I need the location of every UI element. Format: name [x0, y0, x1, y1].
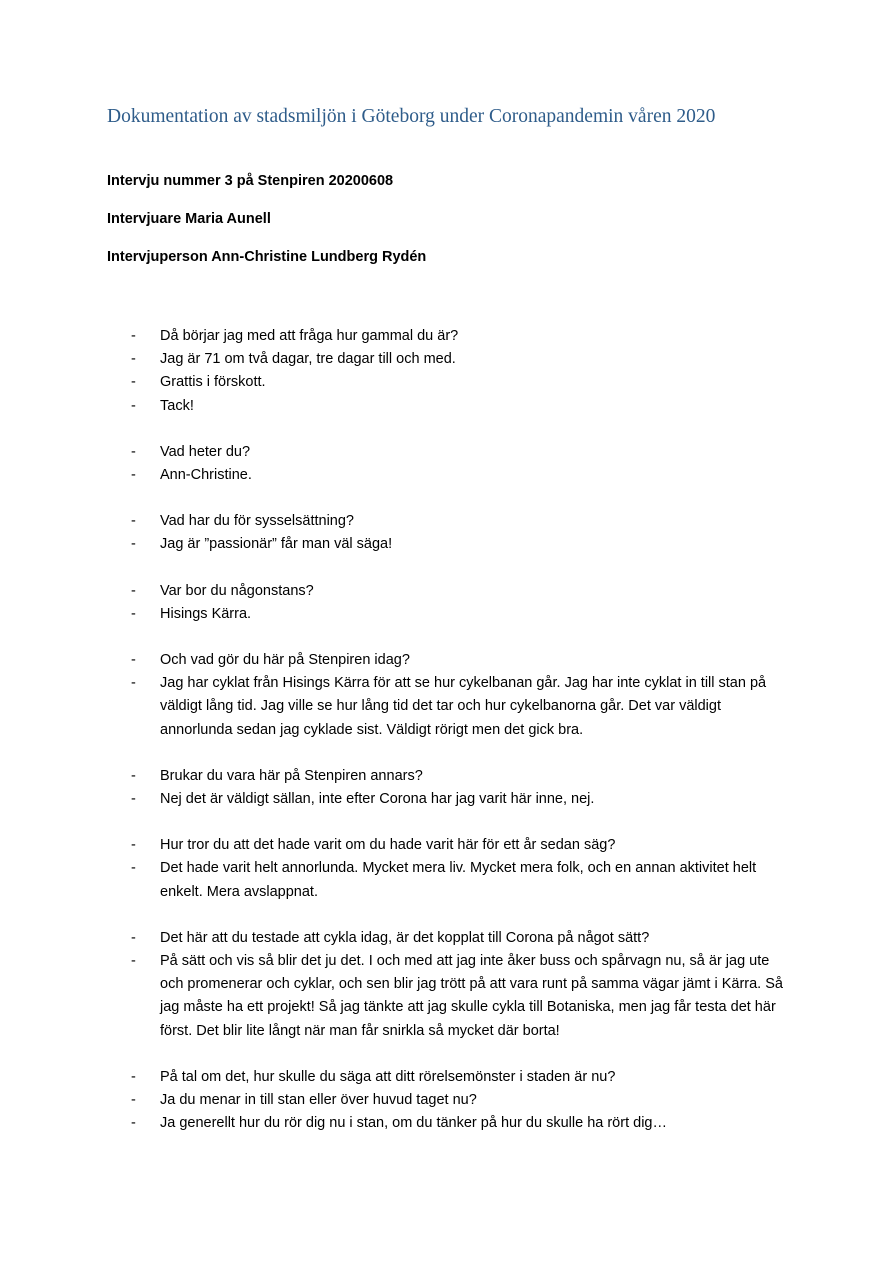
dialogue-group — [0, 325, 892, 418]
dash-marker: - — [131, 652, 136, 669]
dialogue-text: Tack! — [160, 397, 194, 414]
dialogue-line — [0, 927, 790, 950]
dialogue-line — [0, 580, 790, 603]
dialogue-text: Ann-Christine. — [160, 467, 252, 484]
dialogue-text: Då börjar jag med att fråga hur gammal du är? — [160, 328, 459, 344]
dialogue-line — [0, 672, 790, 742]
dialogue-text: Jag är 71 om två dagar, tre dagar till och med. — [160, 351, 456, 368]
dialogue-text: Nej det är väldigt sällan, inte efter Corona har jag varit här inne, nej. — [160, 791, 595, 808]
dialogue-line — [0, 857, 790, 903]
dialogue-text: Vad har du för sysselsättning? — [160, 513, 354, 530]
dialogue-line — [0, 510, 790, 533]
interview-dialogue — [0, 325, 892, 1158]
dash-marker: - — [131, 513, 136, 530]
dialogue-line — [0, 603, 790, 626]
dialogue-text: Jag är ”passionär” får man väl säga! — [160, 536, 393, 553]
dash-marker: - — [131, 929, 136, 946]
dialogue-text: Ja generellt hur du rör dig nu i stan, om du tänker på hur du skulle ha rört dig… — [160, 1115, 667, 1132]
dialogue-line — [0, 1089, 790, 1112]
dialogue-text: På sätt och vis så blir det ju det. I och med att jag inte åker buss och spårvagn nu, så är jag ute och promenerar och cyklar, och sen blir jag trött på att vara runt på samma vägar jämt i Kärra. Så jag måste ha ett projekt! Så jag tänkte att jag skulle cykla till Botaniska, men jag får testa det här först. Det blir lite långt när man får snirkla så mycket där borta! — [160, 953, 783, 1039]
dash-marker: - — [131, 536, 136, 553]
dialogue-text: Det här att du testade att cykla idag, är det kopplat till Corona på något sätt? — [160, 929, 650, 946]
dash-marker: - — [131, 443, 136, 460]
dash-marker: - — [131, 953, 136, 970]
dash-marker: - — [131, 767, 136, 784]
dialogue-group — [0, 580, 892, 626]
dialogue-text: Vad heter du? — [160, 443, 251, 460]
dash-marker: - — [131, 837, 136, 854]
dialogue-text: Var bor du någonstans? — [160, 582, 314, 599]
dash-marker: - — [131, 1115, 136, 1132]
dialogue-group — [0, 1066, 892, 1136]
dialogue-line — [0, 441, 790, 464]
dialogue-group — [0, 649, 892, 742]
dash-marker: - — [131, 605, 136, 622]
dash-marker: - — [131, 328, 136, 344]
dialogue-line — [0, 950, 790, 1043]
dialogue-text: Ja du menar in till stan eller över huvud taget nu? — [160, 1092, 477, 1109]
dialogue-text: Jag har cyklat från Hisings Kärra för att se hur cykelbanan går. Jag har inte cyklat in till stan på väldigt lång tid. Jag ville se hur lång tid det tar och hur cykelbanorna går. Det var väldigt annorlunda sedan jag cyklade sist. Väldigt rörigt men det gick bra. — [160, 675, 767, 738]
dialogue-line — [0, 765, 790, 788]
document-title: Dokumentation av stadsmiljön i Göteborg under Coronapandemin våren 2020 — [107, 106, 716, 127]
dialogue-line — [0, 325, 790, 348]
dialogue-line — [0, 1066, 790, 1089]
dialogue-line — [0, 371, 790, 394]
dialogue-line — [0, 533, 790, 556]
dialogue-text: Brukar du vara här på Stenpiren annars? — [160, 767, 423, 784]
dialogue-line — [0, 649, 790, 672]
dialogue-line — [0, 834, 790, 857]
dialogue-group — [0, 765, 892, 811]
dash-marker: - — [131, 675, 136, 692]
interviewer: Intervjuare Maria Aunell — [107, 211, 271, 227]
dash-marker: - — [131, 582, 136, 599]
interview-number: Intervju nummer 3 på Stenpiren 20200608 — [107, 173, 394, 189]
dash-marker: - — [131, 374, 136, 391]
dialogue-text: Grattis i förskott. — [160, 374, 266, 391]
dialogue-line — [0, 348, 790, 371]
dialogue-text: Det hade varit helt annorlunda. Mycket mera liv. Mycket mera folk, och en annan aktivitet helt enkelt. Mera avslappnat. — [160, 860, 757, 900]
dash-marker: - — [131, 1068, 136, 1085]
dash-marker: - — [131, 397, 136, 414]
dialogue-group — [0, 510, 892, 556]
dash-marker: - — [131, 467, 136, 484]
interviewee: Intervjuperson Ann-Christine Lundberg Rydén — [107, 249, 427, 265]
dialogue-line — [0, 464, 790, 487]
dialogue-text: På tal om det, hur skulle du säga att ditt rörelsemönster i staden är nu? — [160, 1068, 616, 1085]
dialogue-group — [0, 927, 892, 1043]
dialogue-line — [0, 1112, 790, 1135]
dialogue-group — [0, 441, 892, 487]
dash-marker: - — [131, 351, 136, 368]
dash-marker: - — [131, 860, 136, 877]
dash-marker: - — [131, 791, 136, 808]
dialogue-line — [0, 395, 790, 418]
dialogue-text: Hur tror du att det hade varit om du hade varit här för ett år sedan säg? — [160, 837, 616, 854]
dash-marker: - — [131, 1092, 136, 1109]
dialogue-group — [0, 834, 892, 904]
dialogue-text: Hisings Kärra. — [160, 605, 252, 622]
dialogue-line — [0, 788, 790, 811]
dialogue-text: Och vad gör du här på Stenpiren idag? — [160, 652, 410, 669]
